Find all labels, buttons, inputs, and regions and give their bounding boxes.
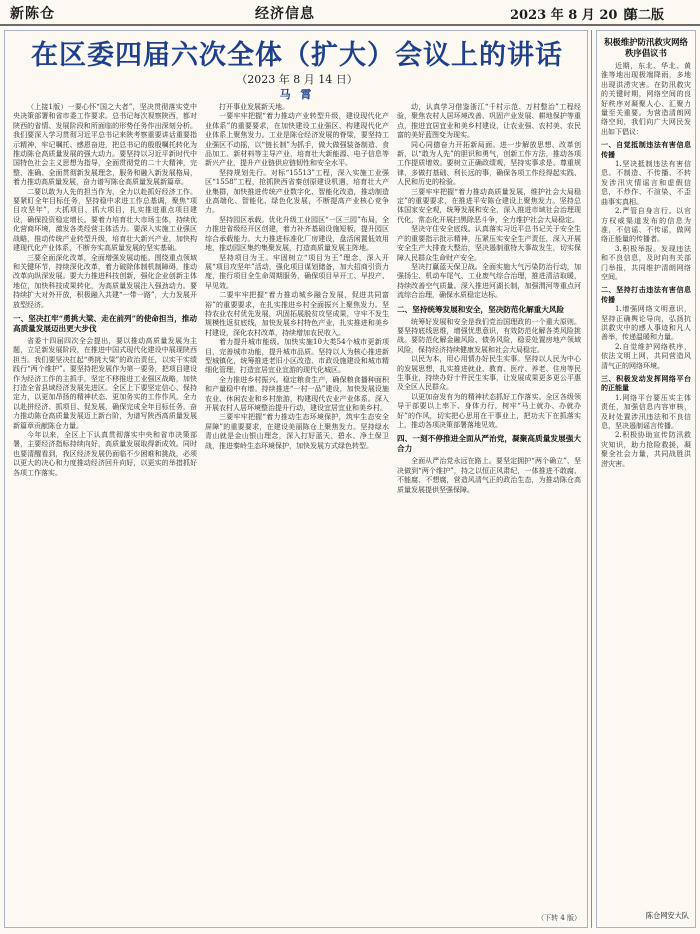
paragraph: 1.坚决抵制违法有害信息。不制造、不传播、不转发涉汛灾情谣言和虚假信息，不炒作、不渲染、不歪曲事实真相。 bbox=[601, 160, 691, 206]
paragraph: 坚持规划先行。对标“15513”工程，深入实施工业强区“1558”工程，抢抓陕西省秦创原建设机遇，培育壮大产业集群，加快推进传统产业数字化、智能化改造，推动制造业高端化、智能化、绿色化发展，不断提高产业核心竞争力。 bbox=[205, 168, 389, 215]
sidebar-body bbox=[601, 62, 691, 894]
paragraph: 一要牢牢把握“着力推动产业转型升级，建设现代化产业体系”的重要要求，在加快建设工业强区、构建现代化产业体系上聚焦发力。工业是陈仓经济发展的脊梁，要坚持工业强区不动摇，以“链长制”为抓手，做大做强装备制造、食品加工、新材料等主导产业，培育壮大新能源、电子信息等新兴产业，提升产业链供应链韧性和安全水平。 bbox=[205, 112, 389, 168]
continued-note: （下转 4 版） bbox=[537, 914, 581, 922]
article-author: 马 霄 bbox=[279, 88, 315, 101]
section-heading: 一、自觉抵制违法有害信息传播 bbox=[601, 140, 691, 159]
paragraph: 三要牢牢把握“着力推动生态环境保护，筑牢生态安全屏障”的重要要求，在建设美丽陈仓上聚焦发力。坚持绿水青山就是金山银山理念，深入打好蓝天、碧水、净土保卫战，推进秦岭生态环境保护，加快发展方式绿色转型。 bbox=[205, 413, 389, 450]
sidebar-signature: 陈仓网安大队 bbox=[645, 911, 689, 920]
paragraph: 以更加奋发有为的精神状态抓好工作落实。全区各级领导干部要以上率下、身体力行，树牢“马上就办、办就办好”的作风，切实把心思用在干事业上，把功夫下在抓落实上，推动各项决策部署落地见效。 bbox=[397, 392, 581, 429]
paragraph: 省委十四届四次全会提出，要以推动高质量发展为主题，立足新发展阶段，在推进中国式现代化建设中展现陕西担当。我们要坚决扛起“勇挑大梁”的政治责任，以实干实绩践行“两个维护”。要坚持把发展作为第一要务，把项目建设作为经济工作的主抓手，坚定不移推进工业强区战略，加快打造全省县域经济发展先进区。全区上下要坚定信心、保持定力，以更加昂扬的精神状态、更加务实的工作作风，全力以赴拼经济、抓项目、促发展，确保完成全年目标任务，奋力推动陈仓高质量发展迈上新台阶，为谱写陕西高质量发展新篇章贡献陈仓力量。 bbox=[13, 336, 197, 430]
paragraph: 3.积极举报。发现违法和不良信息，及时向有关部门举报，共同维护清朗网络空间。 bbox=[601, 244, 691, 281]
paragraph: 全面从严治党永远在路上。要坚定拥护“两个确立”、坚决做到“两个维护”，持之以恒正风肃纪，一体推进不敢腐、不能腐、不想腐，营造风清气正的政治生态，为推动陈仓高质量发展提供坚强保障。 bbox=[397, 457, 581, 494]
paragraph: 三要全面深化改革，全面增强发展动能。围绕重点领域和关键环节，持续深化改革，着力破除体制机制障碍，推动改革向纵深发展。要大力推进科技创新，强化企业创新主体地位，加快科技成果转化，为高质量发展注入强劲动力。要持续扩大对外开放，积极融入共建“一带一路”，大力发展开放型经济。 bbox=[13, 253, 197, 309]
article-date-line: （2023 年 8 月 14 日） bbox=[236, 73, 358, 86]
paragraph: （上接1版）一要心怀“国之大者”，坚决贯彻落实党中央决策部署和省市委工作要求。总书记每次视察陕西，都对陕西的省情、发展阶段和所面临的形势任务作出深刻分析。我们要深入学习贯彻习近平总书记来陕考察重要讲话重要指示精神，牢记嘱托、感恩奋进，把总书记的殷殷嘱托转化为推动陈仓高质量发展的强大动力。要坚持以习近平新时代中国特色社会主义思想为指导，全面贯彻党的二十大精神，完整、准确、全面贯彻新发展理念，服务和融入新发展格局，着力推动高质量发展，奋力谱写陈仓高质量发展新篇章。 bbox=[13, 103, 197, 187]
issue-date: 2023 年 8 月 20 日 bbox=[510, 8, 635, 23]
paragraph: 全力推进乡村振兴。稳定粮食生产，确保粮食播种面积和产量稳中有增。持续推进“一村一品”建设，加快发展设施农业、休闲农业和乡村旅游，构建现代农业产业体系。深入开展农村人居环境整治提升行动，建设宜居宜业和美乡村。 bbox=[205, 375, 389, 412]
paragraph: 以民为本，用心用情办好民生实事。坚持以人民为中心的发展思想，扎实推进就业、教育、医疗、养老、住房等民生事业，持续办好十件民生实事，让发展成果更多更公平惠及全区人民群众。 bbox=[397, 355, 581, 392]
paragraph: 2.积极协助宣传防汛救灾知识，助力抢险救援，凝聚全社会力量，共同战胜洪涝灾害。 bbox=[601, 431, 691, 468]
paragraph: 坚决守住安全底线。认真落实习近平总书记关于安全生产的重要指示批示精神，压紧压实安全生产责任，深入开展安全生产大排查大整治，坚决遏制重特大事故发生，切实保障人民群众生命财产安全。 bbox=[397, 225, 581, 262]
paragraph: 1.网络平台要压实主体责任，加强信息内容审核，及时处置涉汛违法和不良信息，坚决遏制谣言传播。 bbox=[601, 393, 691, 431]
paragraph: 坚持园区承载。优化升级工业园区“一区三园”布局，全力推进省级经开区创建，着力补齐基础设施短板，提升园区综合承载能力。大力推进标准化厂房建设，盘活闲置低效用地，推动园区集约集聚发展，打造高质量发展主阵地。 bbox=[205, 215, 389, 253]
paragraph: 同心同德奋力开拓新局面。进一步解放思想、改革创新，以“敢为人先”的胆识和勇气，创新工作方法，推动各项工作提质增效。要树立正确政绩观，坚持实事求是、尊重规律，多做打基础、利长远的事，确保各项工作经得起实践、人民和历史的检验。 bbox=[397, 140, 581, 187]
article-column-3 bbox=[397, 103, 581, 921]
article-body bbox=[13, 103, 581, 921]
section-name: 经济信息 bbox=[255, 6, 315, 22]
sidebar-title: 积极维护防汛救灾网络秩序倡议书 bbox=[604, 37, 688, 58]
column-divider bbox=[591, 30, 592, 928]
paragraph: 坚持项目为王。牢固树立“项目为王”理念，深入开展“项目攻坚年”活动，强化项目谋划储备，加大招商引资力度，推行项目全生命周期服务，确保项目早开工、早投产、早见效。 bbox=[205, 253, 389, 290]
section-heading: 一、坚决扛牢“勇挑大梁、走在前列”的使命担当，推动高质量发展迈出更大步伐 bbox=[13, 313, 197, 333]
article-headline: 在区委四届六次全体（扩大）会议上的讲话 bbox=[31, 40, 563, 71]
article-column-1 bbox=[13, 103, 197, 921]
paragraph: 着力提升城市能级。加快实施10大类54个城市更新项目，完善城市功能，提升城市品质。坚持以人为核心推进新型城镇化，统筹推进老旧小区改造、市政设施建设和城市精细化管理，打造宜居宜业宜游的现代化城区。 bbox=[205, 338, 389, 375]
paragraph: 2.严管自身言行。以官方权威渠道发布的信息为准，不信谣、不传谣，做网络正能量的传播者。 bbox=[601, 207, 691, 244]
paragraph: 近期，东北、华北、黄淮等地出现极端降雨，多地出现洪涝灾害。在防汛救灾的关键时期，网络空间的良好秩序对凝聚人心、汇聚力量至关重要。为营造清朗网络空间，我们向广大网民发出如下倡议： bbox=[601, 62, 691, 136]
sidebar-initiative bbox=[596, 30, 696, 928]
main-article bbox=[4, 30, 588, 928]
paragraph: 打开事业发展新天地。 bbox=[219, 103, 289, 111]
paragraph: 二要以敢为人先的担当作为，全力以赴抓好经济工作。要紧盯全年目标任务，坚持稳中求进工作总基调，聚焦“项目攻坚年”，大抓项目、抓大项目，扎实推进重点项目建设，确保投资稳定增长。要着力培育壮大市场主体，持续优化营商环境，激发各类经营主体活力。要深入实施工业强区战略，推动传统产业转型升级，培育壮大新兴产业，加快构建现代化产业体系，不断夯实高质量发展的坚实基础。 bbox=[13, 187, 197, 253]
paragraph: 二要牢牢把握“着力推动城乡融合发展，促进共同富裕”的重要要求，在扎实推进乡村全面振兴上聚焦发力。坚持农业农村优先发展，巩固拓展脱贫攻坚成果，守牢不发生规模性返贫底线，加快发展乡村特色产业，扎实推进和美乡村建设，深化农村改革，持续增加农民收入。 bbox=[205, 291, 389, 337]
paragraph: 动，认真学习借鉴浙江“千村示范、万村整治”工程经验，聚焦农村人居环境改善、巩固产业发展、耕地保护等重点，推进宜居宜业和美乡村建设，让农业强、农村美、农民富的美好蓝图变为现实。 bbox=[397, 103, 581, 140]
paragraph: 2.自觉维护网络秩序，依法文明上网，共同营造风清气正的网络环境。 bbox=[601, 342, 691, 370]
section-heading: 二、坚持打击违法有害信息传播 bbox=[601, 285, 691, 304]
masthead bbox=[0, 0, 700, 26]
paragraph: 1.增强网络文明意识，坚持正确舆论导向，弘扬抗洪救灾中的感人事迹和凡人善举，传递温暖和力量。 bbox=[601, 305, 691, 342]
page-number: 第二版 bbox=[625, 8, 665, 23]
section-heading: 三、积极发动发挥网络平台的正能量 bbox=[601, 374, 691, 393]
paragraph: 三要牢牢把握“着力推动高质量发展，维护社会大局稳定”的重要要求，在推进平安陈仓建设上聚焦发力。坚持总体国家安全观，统筹发展和安全，深入推进市域社会治理现代化，常态化开展扫黑除恶斗争，全力维护社会大局稳定。 bbox=[397, 187, 581, 224]
paragraph: 统筹好发展和安全是我们党治国理政的一个重大原则。要坚持底线思维，增强忧患意识，有效防范化解各类风险挑战。要防范化解金融风险、债务风险，稳妥处置房地产领域风险，保持经济持续健康发展和社会大局稳定。 bbox=[397, 317, 581, 354]
section-heading: 四、一刻不停推进全面从严治党，凝聚高质量发展强大合力 bbox=[397, 434, 581, 454]
paragraph: 今年以来，全区上下认真贯彻落实中央和省市决策部署，主要经济指标持续向好，高质量发展取得新成效。同时也要清醒看到，我区经济发展仍面临不少困难和挑战，必须以更大的决心和力度推动经济回升向好，以更实的举措抓好各项工作落实。 bbox=[13, 431, 197, 477]
paragraph: 坚决打赢蓝天保卫战。全面实施大气污染防治行动，加强扬尘、机动车尾气、工业废气综合治理，推进清洁取暖，持续改善空气质量。深入推进河湖长制，加强渭河等重点河流综合治理，确保水质稳定达标。 bbox=[397, 262, 581, 300]
article-column-2 bbox=[205, 103, 389, 921]
paper-name: 新陈仓 bbox=[10, 6, 55, 22]
section-heading: 二、坚持统筹发展和安全，坚决防范化解重大风险 bbox=[397, 304, 565, 314]
